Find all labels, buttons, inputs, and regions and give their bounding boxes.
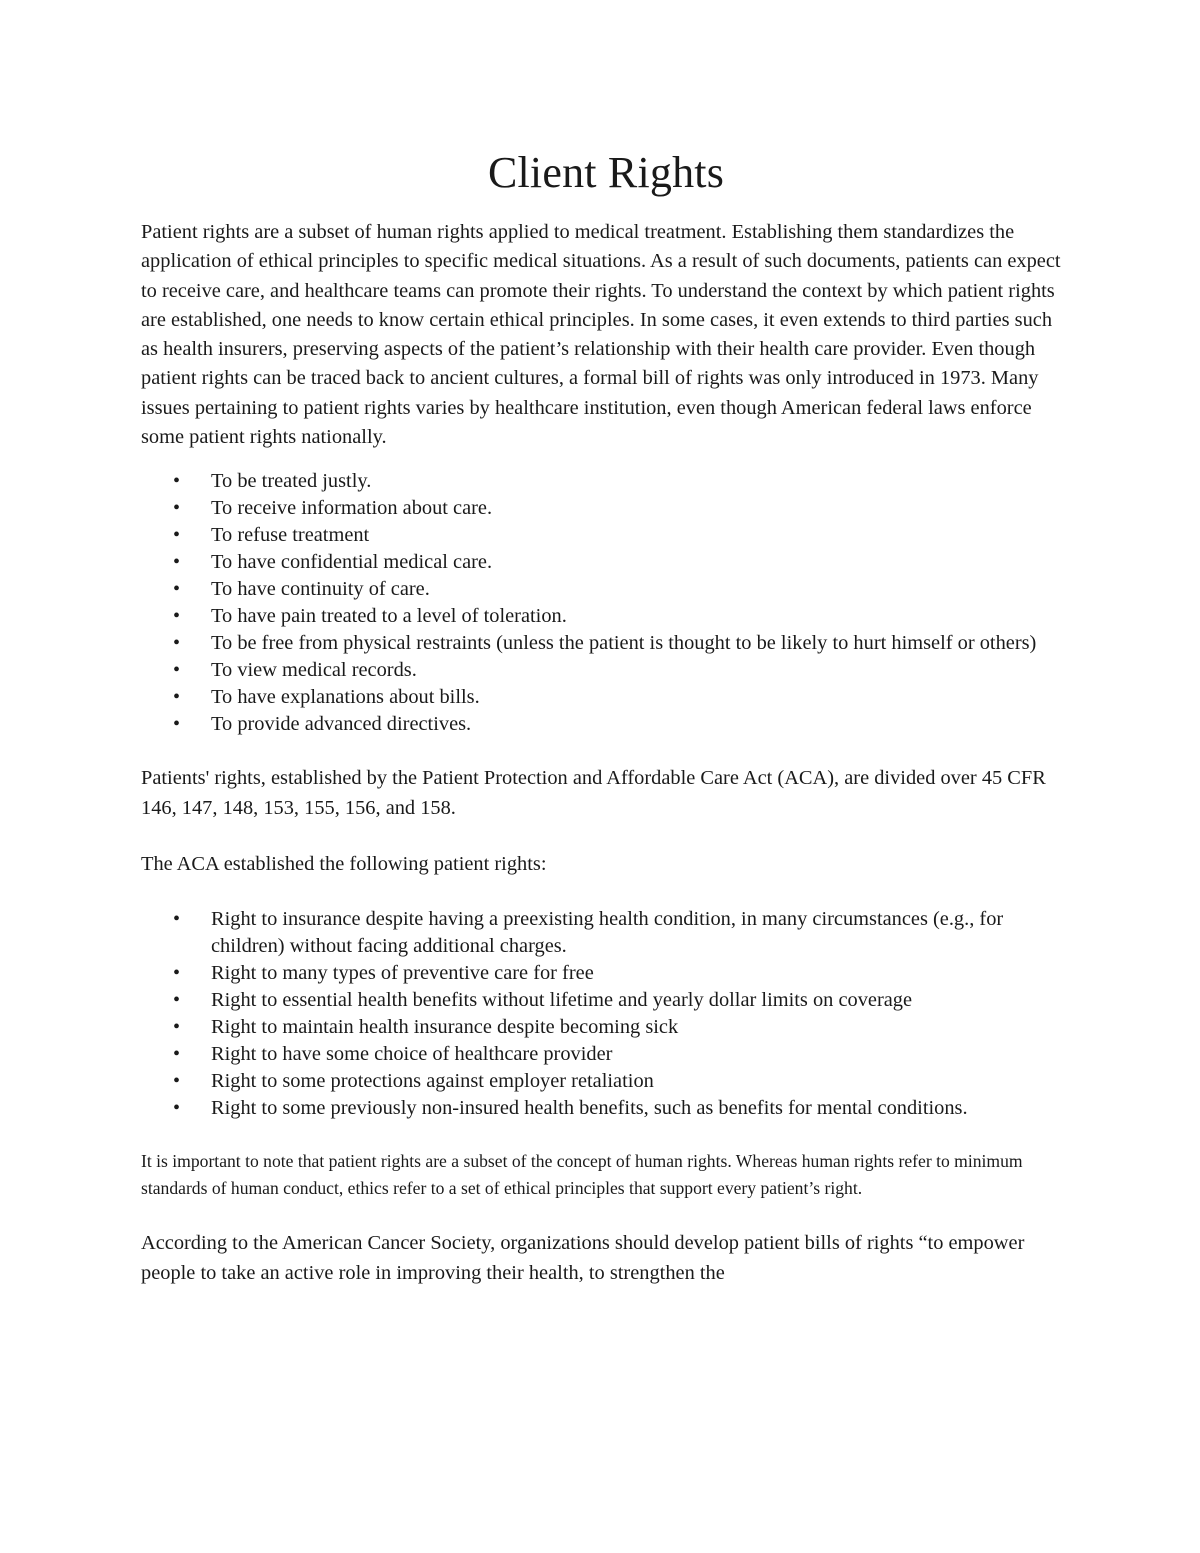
list-item-text: To have explanations about bills. [211,686,480,709]
aca-lead-paragraph: The ACA established the following patient rights: [141,852,547,875]
bullet-icon: • [173,659,181,682]
bullet-icon: • [173,989,181,1012]
bullet-icon: • [173,578,181,601]
list-item [141,684,1071,711]
note-paragraph: It is important to note that patient rights are a subset of the concept of human rights. Whereas human rights refer to minimum standards of human conduct, ethics refer to a set of ethical principles that support every patient’s right. [141,1151,1023,1199]
bullet-icon: • [173,908,181,931]
list-item [141,495,1071,522]
closing-paragraph: According to the American Cancer Society, organizations should develop patient bills of rights “to empower people to take an active role in improving their health, to strengthen the [141,1232,1025,1284]
list-item [141,1095,1071,1122]
list-item [141,630,1071,657]
bullet-icon: • [173,1097,181,1120]
bullet-icon: • [173,962,181,985]
list-item [141,522,1071,549]
list-item-text: Right to maintain health insurance despite becoming sick [211,1016,679,1039]
bullet-icon: • [173,470,181,493]
list-item [141,657,1071,684]
list-item-text: Right to essential health benefits without lifetime and yearly dollar limits on coverage [211,989,913,1012]
list-item-text: To have confidential medical care. [211,551,493,574]
list-item-text: To receive information about care. [211,497,493,520]
bullet-icon: • [173,713,181,736]
list-item-text: To be treated justly. [211,470,372,493]
list-item-text: Right to some previously non-insured health benefits, such as benefits for mental conditions. [211,1097,968,1120]
bullet-icon: • [173,605,181,628]
list-item-text: Right to insurance despite having a preexisting health condition, in many circumstances (e.g., for children) without facing additional charges. [211,908,1004,958]
aca-paragraph: Patients' rights, established by the Patient Protection and Affordable Care Act (ACA), are divided over 45 CFR 146, 147, 148, 153, 155, 156, and 158. [141,767,1046,819]
list-item-text: To have pain treated to a level of toleration. [211,605,567,628]
bullet-icon: • [173,632,181,655]
list-item-text: Right to have some choice of healthcare provider [211,1043,613,1066]
bullet-icon: • [173,1043,181,1066]
aca-rights-list [141,906,1071,1122]
bullet-icon: • [173,551,181,574]
list-item-text: To be free from physical restraints (unless the patient is thought to be likely to hurt himself or others) [211,632,1037,655]
list-item [141,906,1071,960]
list-item [141,603,1071,630]
patient-rights-list [141,468,1071,738]
list-item [141,576,1071,603]
bullet-icon: • [173,1070,181,1093]
bullet-icon: • [173,497,181,520]
document-content [141,148,1071,1288]
list-item [141,1041,1071,1068]
bullet-icon: • [173,686,181,709]
document-title: Client Rights [487,148,725,197]
intro-paragraph: Patient rights are a subset of human rights applied to medical treatment. Establishing them standardizes the application of ethical principles to specific medical situations. As a result of such documents, patients can expect to receive care, and healthcare teams can promote their rights. To understand the context by which patient rights are established, one needs to know certain ethical principles. In some cases, it even extends to third parties such as health insurers, preserving aspects of the patient’s relationship with their health care provider. Even though patient rights can be traced back to ancient cultures, a formal bill of rights was only introduced in 1973. Many issues pertaining to patient rights varies by healthcare institution, even though American federal laws enforce some patient rights nationally. [141,221,1061,449]
list-item [141,1068,1071,1095]
list-item [141,549,1071,576]
list-item [141,1014,1071,1041]
bullet-icon: • [173,524,181,547]
list-item [141,960,1071,987]
list-item-text: Right to many types of preventive care for free [211,962,594,985]
list-item [141,987,1071,1014]
list-item-text: To view medical records. [211,659,417,682]
list-item-text: To have continuity of care. [211,578,430,601]
list-item [141,468,1071,495]
list-item-text: To provide advanced directives. [211,713,472,736]
list-item-text: To refuse treatment [211,524,370,547]
list-item-text: Right to some protections against employer retaliation [211,1070,654,1093]
bullet-icon: • [173,1016,181,1039]
list-item [141,711,1071,738]
